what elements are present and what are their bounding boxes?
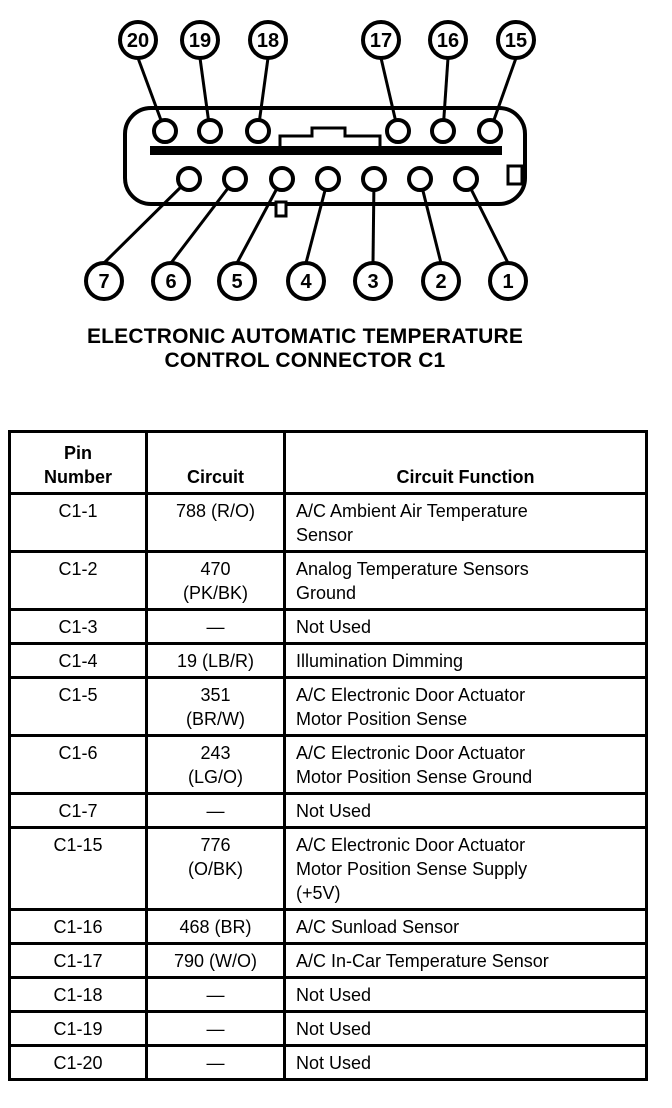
- circuit-cell-line: —: [206, 985, 225, 1005]
- header-circuit-function: Circuit Function: [285, 432, 647, 494]
- table-row: [10, 978, 647, 1012]
- table-row: [10, 494, 647, 552]
- circuit-cell-line: 470: [200, 559, 231, 579]
- table-row: [10, 644, 647, 678]
- header-circuit: Circuit: [147, 432, 285, 494]
- table-row: [10, 1046, 647, 1080]
- circuit-cell-line: 790 (W/O): [173, 951, 257, 971]
- function-cell-line: Motor Position Sense Ground: [296, 767, 533, 787]
- pin-cell: C1-3: [10, 610, 147, 644]
- function-cell-line: A/C Electronic Door Actuator: [296, 685, 526, 705]
- function-cell-line: Motor Position Sense Supply: [296, 859, 528, 879]
- pin-label: 7: [98, 271, 110, 293]
- function-cell: [285, 944, 647, 978]
- circuit-cell-line: 776: [200, 835, 231, 855]
- diagram-caption-line1: ELECTRONIC AUTOMATIC TEMPERATURE: [86, 325, 524, 348]
- circuit-cell: [147, 1046, 285, 1080]
- circuit-cell: [147, 944, 285, 978]
- pin-cell: C1-4: [10, 644, 147, 678]
- table-row: [10, 1012, 647, 1046]
- pin-socket: [363, 168, 385, 190]
- circuit-cell-line: (PK/BK): [182, 583, 248, 603]
- diagram-caption-line2: CONTROL CONNECTOR C1: [164, 349, 446, 372]
- function-cell: [285, 1046, 647, 1080]
- circuit-cell-line: —: [206, 801, 225, 821]
- function-cell: [285, 910, 647, 944]
- pin-label: 4: [300, 271, 312, 293]
- pin-socket: [247, 120, 269, 142]
- pin-cell: C1-17: [10, 944, 147, 978]
- table-header-row: [10, 432, 647, 494]
- pin-socket: [178, 168, 200, 190]
- pin-socket: [432, 120, 454, 142]
- function-cell-line: Not Used: [296, 985, 372, 1005]
- table-row: [10, 610, 647, 644]
- circuit-cell: [147, 644, 285, 678]
- pin-cell: C1-5: [10, 678, 147, 736]
- table-row: [10, 678, 647, 736]
- function-cell: [285, 736, 647, 794]
- header-pin-line1: Pin: [63, 443, 92, 463]
- circuit-cell-line: 351: [200, 685, 231, 705]
- function-cell-line: Not Used: [296, 617, 372, 637]
- pin-label: 3: [367, 271, 379, 293]
- pin-cell: C1-2: [10, 552, 147, 610]
- function-cell-line: Analog Temperature Sensors: [296, 559, 529, 579]
- pin-cell: C1-7: [10, 794, 147, 828]
- circuit-cell-line: 243: [200, 743, 231, 763]
- table-row: [10, 828, 647, 910]
- pin-label: 19: [188, 30, 212, 52]
- function-cell: [285, 678, 647, 736]
- table-row: [10, 910, 647, 944]
- connector-tab: [276, 202, 286, 216]
- function-cell: [285, 644, 647, 678]
- circuit-cell: [147, 552, 285, 610]
- function-cell: [285, 552, 647, 610]
- circuit-cell: [147, 610, 285, 644]
- pin-cell: C1-15: [10, 828, 147, 910]
- function-cell-line: Motor Position Sense: [296, 709, 468, 729]
- pin-socket: [455, 168, 477, 190]
- circuit-cell-line: (LG/O): [187, 767, 243, 787]
- function-cell-line: (+5V): [296, 883, 341, 903]
- function-cell: [285, 1012, 647, 1046]
- function-cell-line: A/C Electronic Door Actuator: [296, 835, 526, 855]
- circuit-cell-line: —: [206, 1053, 225, 1073]
- circuit-cell-line: 468 (BR): [179, 917, 252, 937]
- function-cell-line: A/C Sunload Sensor: [296, 917, 460, 937]
- circuit-cell-line: —: [206, 1019, 225, 1039]
- function-cell-line: Illumination Dimming: [296, 651, 464, 671]
- pin-label: 18: [256, 30, 280, 52]
- circuit-cell-line: (BR/W): [186, 709, 245, 729]
- pin-label: 20: [126, 30, 150, 52]
- function-cell-line: Not Used: [296, 1019, 372, 1039]
- circuit-cell: [147, 1012, 285, 1046]
- pin-label: 6: [165, 271, 177, 293]
- function-cell-line: Not Used: [296, 801, 372, 821]
- pin-cell: C1-6: [10, 736, 147, 794]
- function-cell-line: Not Used: [296, 1053, 372, 1073]
- pin-label: 16: [436, 30, 460, 52]
- circuit-cell: [147, 978, 285, 1012]
- circuit-cell-line: 788 (R/O): [175, 501, 256, 521]
- table-row: [10, 944, 647, 978]
- function-cell-line: Sensor: [296, 525, 354, 545]
- pin-socket: [317, 168, 339, 190]
- function-cell-line: A/C Electronic Door Actuator: [296, 743, 526, 763]
- pin-label: 2: [435, 271, 447, 293]
- pin-socket: [271, 168, 293, 190]
- circuit-cell-line: 19 (LB/R): [176, 651, 255, 671]
- pin-cell: C1-1: [10, 494, 147, 552]
- circuit-cell-line: —: [206, 617, 225, 637]
- circuit-cell: [147, 910, 285, 944]
- pin-cell: C1-19: [10, 1012, 147, 1046]
- function-cell: [285, 828, 647, 910]
- table-row: [10, 794, 647, 828]
- pin-socket: [224, 168, 246, 190]
- circuit-cell: [147, 494, 285, 552]
- pin-table: [8, 430, 648, 1081]
- pin-cell: C1-18: [10, 978, 147, 1012]
- function-cell: [285, 494, 647, 552]
- function-cell: [285, 794, 647, 828]
- connector-latch: [508, 166, 522, 184]
- pin-socket: [479, 120, 501, 142]
- function-cell: [285, 978, 647, 1012]
- circuit-cell: [147, 828, 285, 910]
- pin-socket: [199, 120, 221, 142]
- circuit-cell: [147, 736, 285, 794]
- pin-label: 1: [502, 271, 514, 293]
- circuit-cell: [147, 678, 285, 736]
- pin-label: 17: [369, 30, 393, 52]
- pin-socket: [409, 168, 431, 190]
- pin-socket: [154, 120, 176, 142]
- table-row: [10, 736, 647, 794]
- connector-divider: [150, 146, 502, 155]
- circuit-cell: [147, 794, 285, 828]
- header-pin-number: [10, 432, 147, 494]
- function-cell-line: A/C Ambient Air Temperature: [296, 501, 528, 521]
- function-cell-line: A/C In-Car Temperature Sensor: [296, 951, 549, 971]
- pin-label: 15: [504, 30, 528, 52]
- pin-cell: C1-20: [10, 1046, 147, 1080]
- connector-diagram: [0, 0, 672, 320]
- pin-cell: C1-16: [10, 910, 147, 944]
- function-cell-line: Ground: [296, 583, 357, 603]
- circuit-cell-line: (O/BK): [187, 859, 243, 879]
- header-pin-line2: Number: [43, 467, 112, 487]
- function-cell: [285, 610, 647, 644]
- pin-label: 5: [231, 271, 243, 293]
- pin-socket: [387, 120, 409, 142]
- table-row: [10, 552, 647, 610]
